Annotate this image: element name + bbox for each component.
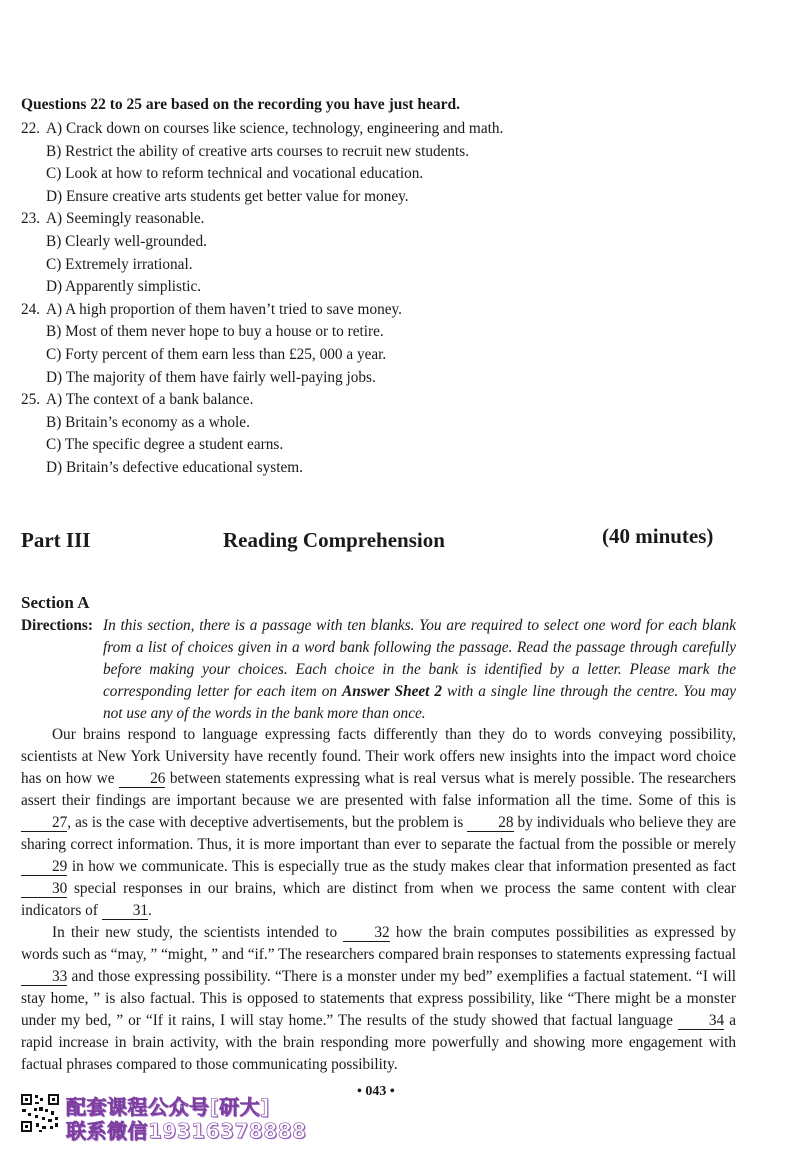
question-number: 23. — [21, 210, 41, 228]
question-number: 24. — [21, 300, 41, 318]
option-text: A) The context of a bank balance. — [46, 391, 254, 409]
blank-27: 27 — [21, 815, 67, 832]
promo-line-2: 联系微信19316378888 — [66, 1119, 307, 1143]
question-23-option-a — [21, 208, 741, 231]
passage-text: Our brains respond to language expressing facts differently than they do to words conveying possibility, scientists at New York University have recently found. Their work offers new insights into the impact word choice has on how we — [21, 726, 736, 787]
question-24-option-c: C) Forty percent of them earn less than £25, 000 a year. — [46, 345, 387, 363]
part-time: (40 minutes) — [602, 524, 714, 548]
question-number: 25. — [21, 391, 41, 409]
question-25-option-a — [21, 389, 741, 412]
question-25-option-c: C) The specific degree a student earns. — [46, 436, 284, 454]
directions-text-part: with a single line through the centre. You may not use any of the words in the bank more than once. — [103, 683, 737, 722]
option-text: A) Seemingly reasonable. — [46, 210, 205, 228]
promo-line-1: 配套课程公众号[研大] — [66, 1095, 270, 1119]
question-24-option-d: D) The majority of them have fairly well-paying jobs. — [46, 368, 376, 386]
question-22-option-a — [21, 118, 741, 141]
question-23-option-d: D) Apparently simplistic. — [46, 278, 202, 296]
answer-sheet-label: Answer Sheet 2 — [342, 683, 443, 700]
directions-text — [103, 615, 736, 725]
question-list — [21, 118, 741, 480]
blank-26: 26 — [119, 771, 165, 788]
passage-text: in how we communicate. This is especially true as the study makes clear that information presented as fact — [67, 858, 736, 875]
questions-header: Questions 22 to 25 are based on the recording you have just heard. — [21, 96, 461, 113]
passage-text: and those expressing possibility. “There is a monster under my bed” exemplifies a factual statement. “I will stay home, ” is also factual. This is opposed to statements that express possibility, like “There might be a monster under my bed, ” or “If it rains, I will stay home.” The results of the study showed that factual language — [21, 968, 736, 1029]
question-25-option-b: B) Britain’s economy as a whole. — [46, 413, 250, 431]
passage-paragraph-1 — [21, 724, 736, 922]
question-24-option-b: B) Most of them never hope to buy a house or to retire. — [46, 323, 384, 341]
blank-32: 32 — [343, 925, 389, 942]
passage-text: by individuals who believe they are sharing correct information. Thus, it is more important than ever to separate the factual from the possible or merely — [21, 814, 736, 853]
passage-text: In their new study, the scientists intended to — [52, 924, 344, 941]
question-23-option-b: B) Clearly well-grounded. — [46, 232, 207, 250]
passage-text: between statements expressing what is real versus what is merely possible. The researchers assert their findings are important because we are presented with false information all the time. Some of this is — [21, 770, 737, 809]
directions-text-part: In this section, there is a passage with ten blanks. You are required to select one word for each blank from a list of choices given in a word bank following the passage. Read the passage through carefully before making your choices. Each choice in the bank is identified by a letter. Please mark the corresponding letter for each item on — [103, 617, 736, 700]
blank-34: 34 — [678, 1013, 724, 1030]
blank-33: 33 — [21, 969, 67, 986]
question-23-option-c: C) Extremely irrational. — [46, 255, 193, 273]
question-22-option-d: D) Ensure creative arts students get better value for money. — [46, 187, 409, 205]
option-text: A) Crack down on courses like science, technology, engineering and math. — [46, 120, 504, 137]
blank-31: 31 — [102, 903, 148, 920]
blank-29: 29 — [21, 859, 67, 876]
passage-paragraph-2 — [21, 922, 736, 1076]
question-25-option-d: D) Britain’s defective educational system. — [46, 458, 303, 476]
part-title: Reading Comprehension — [223, 528, 445, 552]
section-title: Section A — [21, 593, 90, 612]
question-22-option-c: C) Look at how to reform technical and vocational education. — [46, 165, 424, 183]
directions-label: Directions: — [21, 617, 93, 634]
question-22-option-b: B) Restrict the ability of creative arts courses to recruit new students. — [46, 142, 470, 160]
passage-text: . — [148, 902, 152, 919]
passage-text: , as is the case with deceptive advertisements, but the problem is — [67, 814, 468, 831]
passage-text: special responses in our brains, which are distinct from when we process the same content with clear indicators of — [21, 880, 736, 919]
question-number: 22. — [21, 120, 41, 137]
directions — [21, 615, 736, 725]
passage — [21, 724, 736, 1076]
passage-text: how the brain computes possibilities as expressed by words such as “may, ” “might, ” and “if.” The researchers compared brain responses to statements expressing factual — [21, 924, 736, 963]
question-24-option-a — [21, 299, 741, 322]
part-number: Part III — [21, 528, 91, 552]
qr-code-icon — [20, 1093, 60, 1133]
page-number: • 043 • — [357, 1084, 395, 1099]
blank-30: 30 — [21, 881, 67, 898]
blank-28: 28 — [467, 815, 513, 832]
option-text: A) A high proportion of them haven’t tried to save money. — [46, 300, 403, 318]
passage-text: a rapid increase in brain activity, with the brain responding more powerfully and showing more engagement with factual phrases compared to those communicating possibility. — [21, 1012, 736, 1073]
